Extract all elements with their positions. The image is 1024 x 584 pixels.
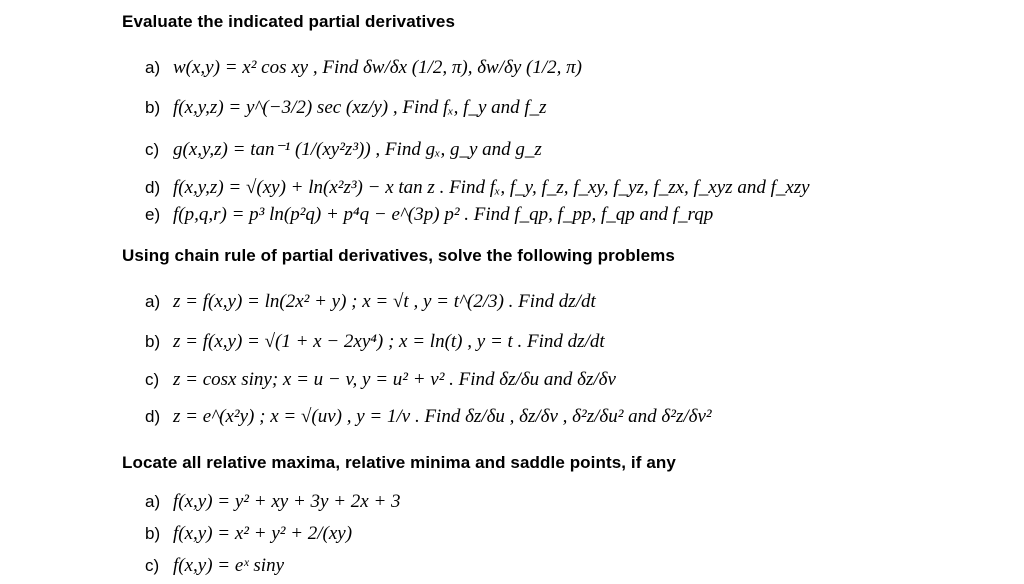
problem-expression: f(x,y) = x² + y² + 2/(xy) [173, 523, 353, 544]
problem-item [145, 405, 712, 429]
problem-label: a) [145, 58, 161, 77]
problem-label: d) [145, 407, 161, 426]
problem-label: b) [145, 332, 161, 351]
section-heading-partial-derivatives: Evaluate the indicated partial derivatives [122, 12, 455, 31]
problem-expression: z = f(x,y) = √(1 + x − 2xy⁴) ; x = ln(t) , y = t . Find dz/dt [173, 331, 605, 352]
problem-item [145, 56, 582, 80]
problem-item [145, 490, 401, 514]
section-heading-extrema: Locate all relative maxima, relative minima and saddle points, if any [122, 453, 676, 472]
problem-label: e) [145, 205, 161, 224]
problem-expression: z = f(x,y) = ln(2x² + y) ; x = √t , y = t^(2/3) . Find dz/dt [173, 291, 596, 312]
problem-item [145, 176, 810, 200]
problem-item [145, 138, 542, 162]
problem-label: b) [145, 524, 161, 543]
problem-label: c) [145, 556, 160, 575]
problem-label: c) [145, 370, 160, 389]
problem-expression: f(x,y) = y² + xy + 3y + 2x + 3 [173, 491, 401, 512]
problem-item [145, 522, 352, 546]
problem-item [145, 554, 284, 578]
problem-expression: z = cosx siny; x = u − v, y = u² + v² . Find δz/δu and δz/δv [173, 369, 616, 390]
problem-expression: f(x,y) = eˣ siny [173, 555, 285, 576]
problem-expression: f(p,q,r) = p³ ln(p²q) + p⁴q − e^(3p) p² . Find f_qp, f_pp, f_qp and f_rqp [173, 204, 714, 225]
problem-expression: f(x,y,z) = y^(−3/2) sec (xz/y) , Find fₓ, f_y and f_z [173, 97, 547, 118]
problem-label: a) [145, 292, 161, 311]
problem-item [145, 290, 596, 314]
problem-item [145, 96, 547, 120]
problem-item [145, 330, 605, 354]
problem-expression: z = e^(x²y) ; x = √(uv) , y = 1/v . Find δz/δu , δz/δv , δ²z/δu² and δ²z/δv² [173, 406, 712, 427]
problem-label: b) [145, 98, 161, 117]
problem-label: d) [145, 178, 161, 197]
section-heading-chain-rule: Using chain rule of partial derivatives, solve the following problems [122, 246, 675, 265]
problem-item [145, 203, 713, 227]
problem-item [145, 368, 616, 392]
problem-label: c) [145, 140, 160, 159]
problem-expression: g(x,y,z) = tan⁻¹ (1/(xy²z³)) , Find gₓ, g_y and g_z [173, 139, 542, 160]
problem-expression: w(x,y) = x² cos xy , Find δw/δx (1/2, π), δw/δy (1/2, π) [173, 57, 582, 78]
problem-expression: f(x,y,z) = √(xy) + ln(x²z³) − x tan z . Find fₓ, f_y, f_z, f_xy, f_yz, f_zx, f_xyz and f_xzy [173, 177, 810, 198]
problem-label: a) [145, 492, 161, 511]
